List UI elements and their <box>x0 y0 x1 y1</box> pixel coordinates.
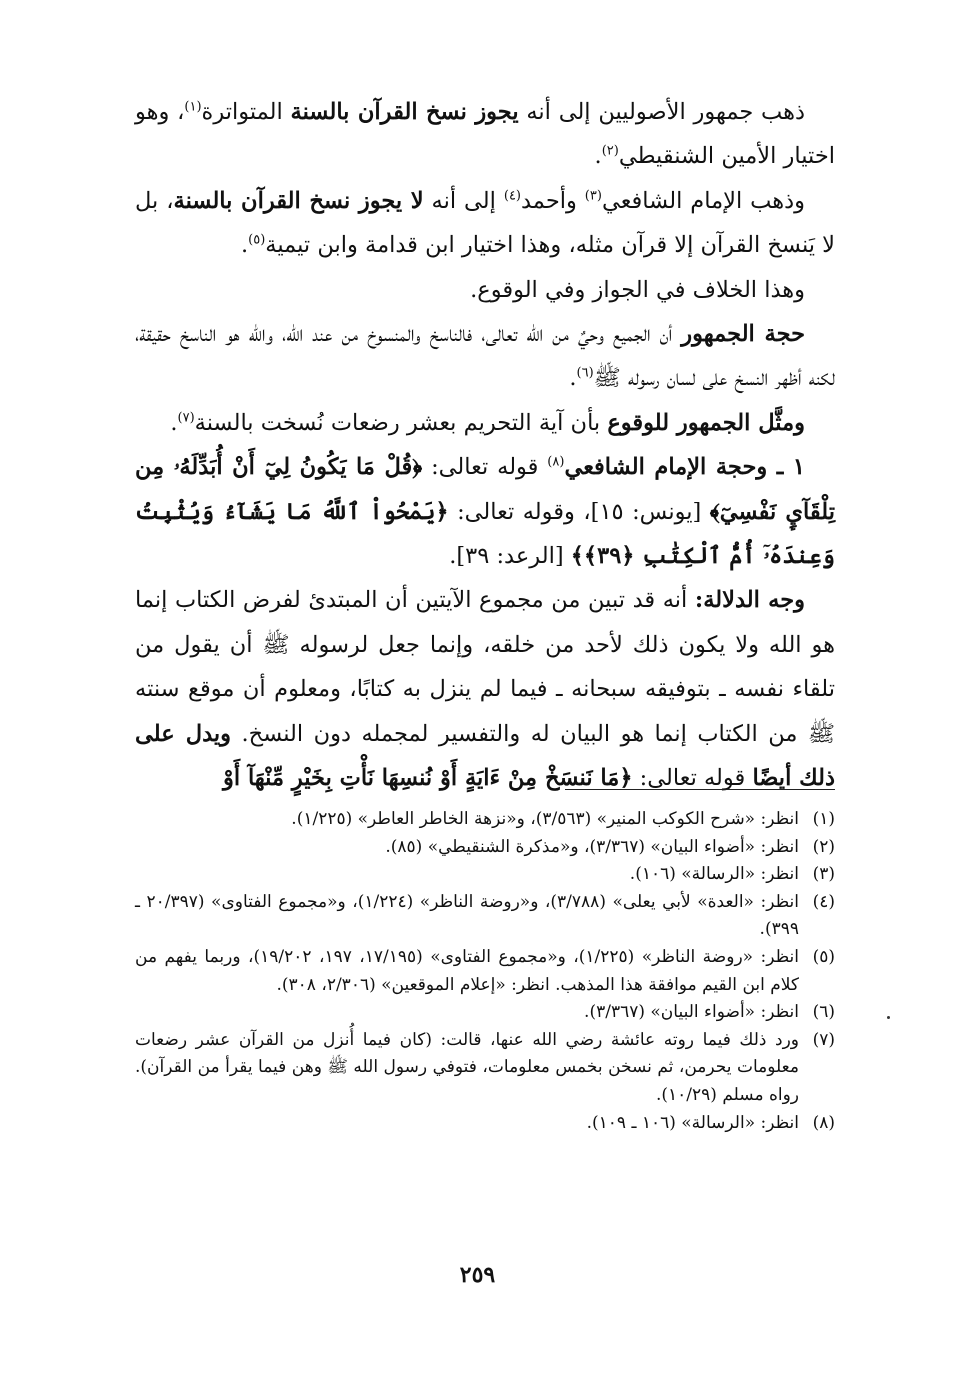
footnote-text: ورد ذلك فيما روته عائشة رضي الله عنها، قالت: (كان فيما أُنزل من القرآن عشر رضعات معلومات يحرمن، ثم نسخن بخمس معلومات، فتوفي رسول الله ﷺ وهن فيما يقرأ من القرآن). رواه مسلم (١٠/٢٩). <box>135 1029 799 1105</box>
footnote-ref: (٤) <box>503 188 521 204</box>
footnote <box>135 889 835 944</box>
text-segment: قوله تعالى: <box>422 454 548 481</box>
footnote-number: (٢) <box>812 836 835 857</box>
footnotes <box>135 806 835 1137</box>
paragraph <box>135 401 835 445</box>
footnote <box>135 1027 835 1110</box>
footnote-number: (٥) <box>812 946 835 967</box>
footnote-number: (٤) <box>812 891 835 912</box>
footnote-number: (٣) <box>812 864 835 885</box>
footnote-ref: (٣) <box>584 188 602 204</box>
paragraph <box>135 179 835 268</box>
text-segment: ، وهو اختيار الأمين الشنقيطي <box>135 99 835 170</box>
footnote <box>135 999 835 1027</box>
bold-text: يجوز نسخ القرآن بالسنة <box>290 99 519 125</box>
bold-text: ويدل على ذلك أيضًا <box>135 720 835 792</box>
text-segment: ، بل لا يَنسخ القرآن إلا قرآن مثله، وهذا اختيار ابن قدامة وابن تيمية <box>135 187 835 259</box>
text-segment: إلى أنه <box>423 187 504 214</box>
bold-text: ١ ـ وحجة الإمام الشافعي <box>564 454 805 481</box>
footnote-text: انظر: «الرسالة» (١٠٦). <box>629 864 799 885</box>
footnote-ref: (٧) <box>177 410 195 426</box>
text-segment: قوله تعالى: <box>632 765 753 792</box>
footnote <box>135 806 835 834</box>
footnote <box>135 944 835 999</box>
text-segment: بأن آية التحريم بعشر رضعات نُسخت بالسنة <box>194 409 608 436</box>
footnote-text: انظر: «الرسالة» (١٠٦ ـ ١٠٩). <box>586 1112 799 1133</box>
paragraph <box>135 268 835 312</box>
paragraph <box>135 312 835 401</box>
bold-text: ﴿يَمْحُواْ ٱللَّهُ مَا يَشَآءُ وَيُثْبِتُ وَعِندَهُۥٓ أُمُّ ٱلْكِتَٰبِ ﴿٣٩﴾﴾ <box>135 498 835 570</box>
footnote-number: (٨) <box>812 1112 835 1133</box>
footnote-ref: (١) <box>184 99 202 115</box>
footnote-number: (٧) <box>812 1029 835 1050</box>
text-segment: [يونس: ١٥]، وقوله تعالى: <box>448 498 710 525</box>
text-segment: أن الجميع وحيٌ من الله تعالى، فالناسخ والمنسوخ من عند الله، والله هو الناسخ حقيقة، لكنه أظهر النسخ على لسان رسوله ﷺ <box>135 321 835 392</box>
scan-speck <box>887 1016 890 1019</box>
text-segment: وذهب الإمام الشافعي <box>601 187 805 214</box>
footnote-ref: (٥) <box>248 232 266 248</box>
footnote-ref: (٢) <box>601 143 619 159</box>
bold-text: لا يجوز نسخ القرآن بالسنة <box>173 187 424 214</box>
text-segment: . <box>569 365 577 392</box>
footnote-text: انظر: «روضة الناظر» (١/٢٢٥)، و«مجموع الفتاوى» (١٧/١٩٥، ١٩٧، ١٩/٢٠٢)، وربما يفهم من كلام ابن القيم موافقة هذا المذهب. انظر: «إعلام الموقعين» (٢/٣٠٦، ٣٠٨). <box>135 946 799 995</box>
footnote-number: (٦) <box>812 1002 835 1023</box>
text-segment: أنه قد تبين من مجموع الآيتين أن المبتدئ لفرض الكتاب إنما هو الله ولا يكون ذلك لأحد من خلقه، وإنما جعل لرسوله ﷺ أن يقول من تلقاء نفسه ـ بتوفيقه سبحانه ـ فيما لم ينزل به كتابًا، ومعلوم أن موقع سنته ﷺ من الكتاب إنما هو البيان له والتفسير لمجمله دون النسخ. <box>135 587 836 747</box>
text-segment: وأحمد <box>521 187 585 214</box>
paragraph <box>135 578 835 800</box>
footnote-number: (١) <box>812 809 835 829</box>
text-segment: المتواترة <box>201 99 291 125</box>
footnote-divider <box>565 789 835 790</box>
footnote <box>135 861 835 889</box>
bold-text: ﴿قُلْ مَا يَكُونُ لِيٓ أَنْ أُبَدِّلَهُۥ مِن تِلْقَآيِٕ نَفْسِيٓ﴾ <box>135 454 835 525</box>
text-segment: . <box>240 232 249 259</box>
footnote-ref: (٦) <box>576 365 594 381</box>
text-segment: وهذا الخلاف في الجواز وفي الوقوع. <box>470 276 805 303</box>
bold-text: ﴿مَا نَنسَخْ مِنْ ءَايَةٍ أَوْ نُنسِهَا نَأْتِ بِخَيْرٍ مِّنْهَآ أَوْ <box>223 765 633 792</box>
text-segment: [الرعد: ٣٩]. <box>449 543 571 570</box>
footnote-text: انظر: «العدة» لأبي يعلى» (٣/٧٨٨)، و«روضة الناظر» (١/٢٢٤)، و«مجموع الفتاوى» (٢٠/٣٩٧ ـ ٣٩٩). <box>135 891 799 940</box>
paragraph <box>135 90 835 179</box>
footnote-text: انظر: «أضواء البيان» (٣/٣٦٧). <box>584 1002 799 1023</box>
paragraph <box>135 445 835 578</box>
text-segment: ذهب جمهور الأصوليين إلى أنه <box>518 99 805 125</box>
footnote-ref: (٨) <box>547 454 565 470</box>
footnote <box>135 834 835 862</box>
page-number: ٢٥٩ <box>459 1262 496 1288</box>
bold-text: ومثَّل الجمهور للوقوع <box>607 409 805 436</box>
footnote <box>135 1110 835 1138</box>
footnote-text: انظر: «أضواء البيان» (٣/٣٦٧)، و«مذكرة الشنقيطي» (٨٥). <box>385 836 799 857</box>
bold-text: وجه الدلالة: <box>694 587 805 614</box>
text-segment: . <box>170 409 178 436</box>
footnote-text: انظر: «شرح الكوكب المنير» (٣/٥٦٣)، و«نزهة الخاطر العاطر» (١/٢٢٥). <box>291 809 799 829</box>
text-segment: . <box>594 143 602 170</box>
main-text <box>135 90 835 801</box>
bold-text: حجة الجمهور <box>681 321 806 348</box>
